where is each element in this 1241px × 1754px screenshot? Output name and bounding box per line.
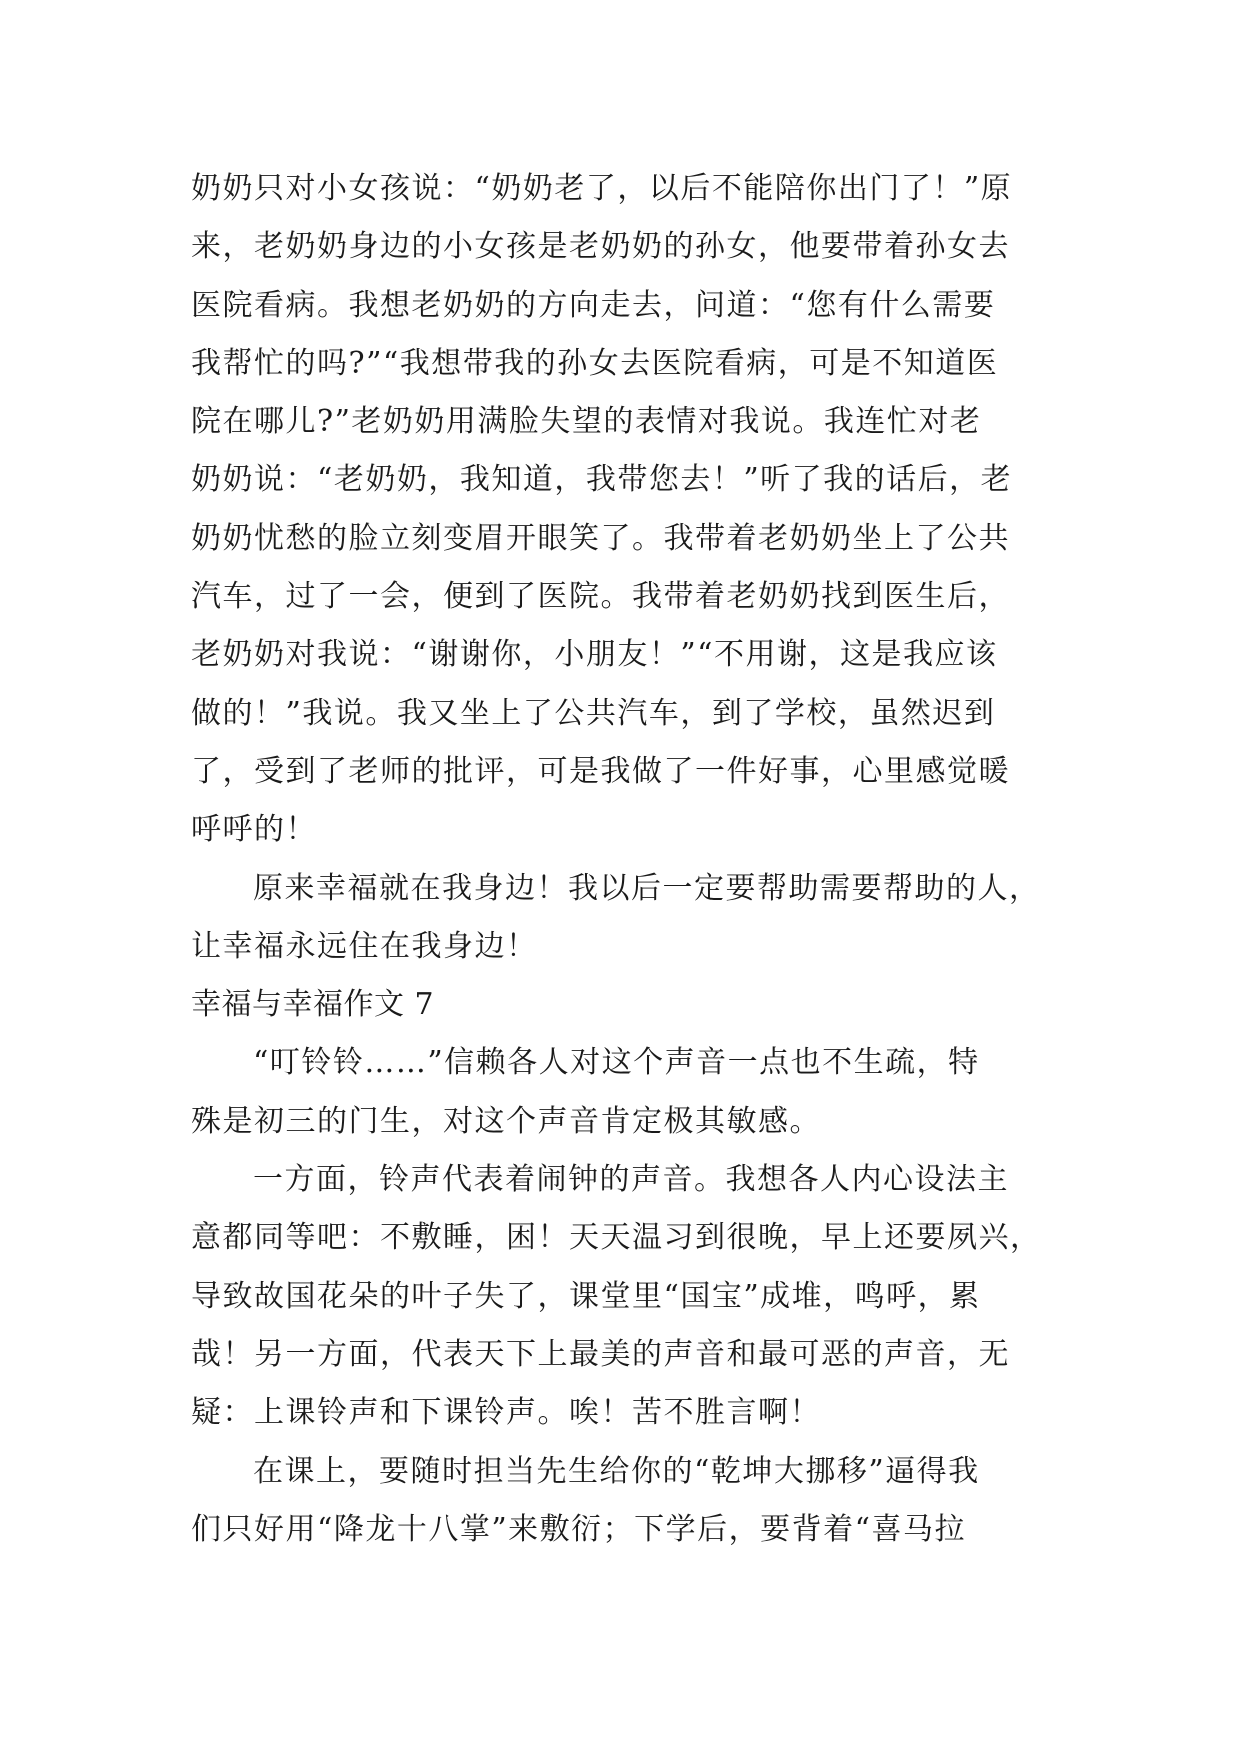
text-line: 在课上，要随时担当先生给你的“乾坤大挪移”逼得我 [253, 1453, 980, 1489]
text-line: 们只好用“降龙十八掌”来敷衍；下学后，要背着“喜马拉 [191, 1511, 967, 1547]
text-line: 我帮忙的吗?”“我想带我的孙女去医院看病，可是不知道医 [191, 345, 999, 381]
text-line: 哉！另一方面，代表天下上最美的声音和最可恶的声音，无 [191, 1336, 1010, 1372]
text-line: 奶奶只对小女孩说：“奶奶老了，以后不能陪你出门了！”原 [191, 171, 1013, 206]
document-body [191, 160, 1071, 1559]
text-line: 呼呼的！ [191, 812, 317, 848]
text-line: 让幸福永远住在我身边！ [191, 928, 538, 964]
text-line: “叮铃铃……”信赖各人对这个声音一点也不生疏，特 [253, 1045, 980, 1081]
text-line: 做的！”我说。我又坐上了公共汽车，到了学校，虽然迟到 [191, 695, 996, 731]
text-line: 意都同等吧：不敷睡，困！天天温习到很晚，早上还要夙兴， [191, 1220, 1042, 1256]
text-line: 原来幸福就在我身边！我以后一定要帮助需要帮助的人， [253, 870, 1041, 906]
text-line: 殊是初三的门生，对这个声音肯定极其敏感。 [191, 1103, 821, 1139]
text-line: 来，老奶奶身边的小女孩是老奶奶的孙女，他要带着孙女去 [191, 229, 1010, 265]
text-line: 疑：上课铃声和下课铃声。唉！苦不胜言啊！ [191, 1395, 821, 1431]
text-line: 院在哪儿?”老奶奶用满脸失望的表情对我说。我连忙对老 [191, 404, 982, 440]
text-line: 老奶奶对我说：“谢谢你，小朋友！”“不用谢，这是我应该 [191, 637, 998, 673]
text-line: 一方面，铃声代表着闹钟的声音。我想各人内心设法主 [253, 1162, 1009, 1198]
text-line: 医院看病。我想老奶奶的方向走去，问道：“您有什么需要 [191, 287, 996, 323]
text-line: 奶奶说：“老奶奶，我知道，我带您去！”听了我的话后，老 [191, 462, 1013, 498]
text-line: 汽车，过了一会，便到了医院。我带着老奶奶找到医生后， [191, 579, 1010, 615]
section-heading: 幸福与幸福作文 7 [191, 987, 435, 1023]
text-line: 导致故国花朵的叶子失了，课堂里“国宝”成堆，鸣呼，累 [191, 1278, 981, 1314]
text-line: 了，受到了老师的批评，可是我做了一件好事，心里感觉暖 [191, 753, 1010, 789]
text-line: 奶奶忧愁的脸立刻变眉开眼笑了。我带着老奶奶坐上了公共 [191, 520, 1010, 556]
